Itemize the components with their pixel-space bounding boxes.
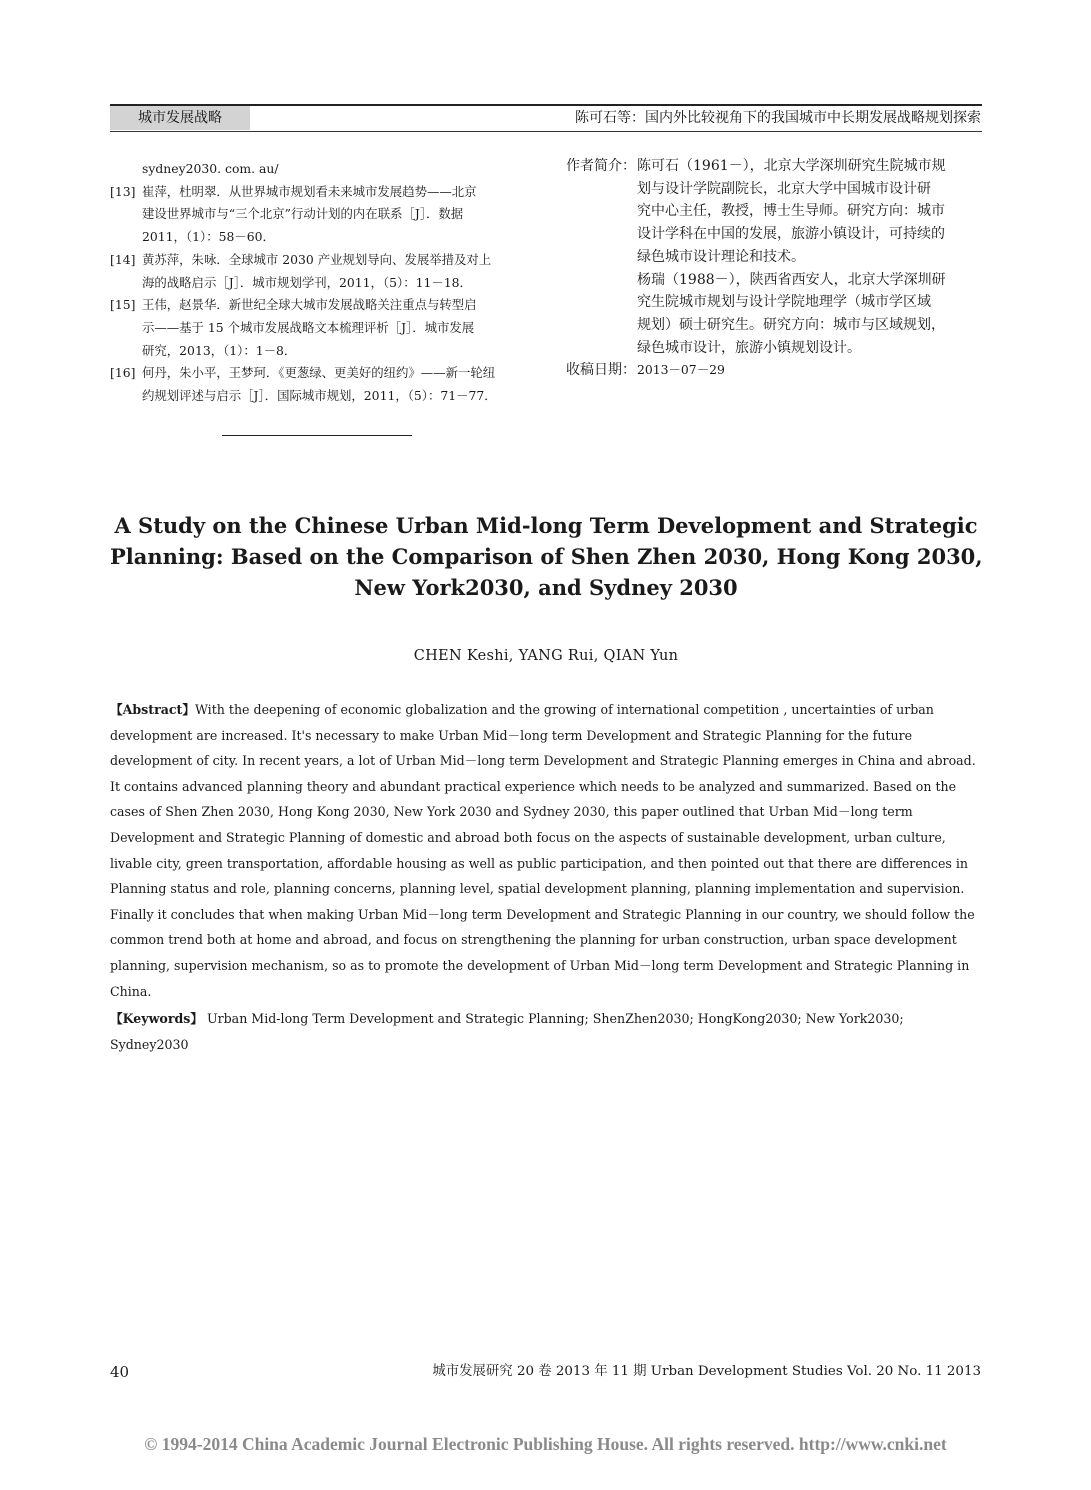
reference-text: 研究，2013，（1）：1－8． <box>142 342 297 358</box>
reference-text: 建设世界城市与“三个北京”行动计划的内在联系［J］．数据 <box>142 206 464 222</box>
abstract-line: Development and Strategic Planning of domestic and abroad both focus on the aspects of sustainable development, urban culture, <box>110 829 946 845</box>
running-title: 陈可石等：国内外比较视角下的我国城市中长期发展战略规划探索 <box>575 110 981 126</box>
keywords-label: 【Keywords】 <box>110 1011 203 1026</box>
english-authors: CHEN Keshi, YANG Rui, QIAN Yun <box>413 648 679 664</box>
title-line: Planning: Based on the Comparison of Shen Zhen 2030, Hong Kong 2030, <box>110 544 983 569</box>
journal-footer: 城市发展研究 20 卷 2013 年 11 期 Urban Development Studies Vol. 20 No. 11 2013 <box>432 1364 981 1379</box>
abstract-line: development are increased. It's necessary to make Urban Mid－long term Development and Strategic Planning for the future <box>110 727 913 743</box>
abstract-line: Planning status and role, planning concerns, planning level, spatial development planning, planning implementation and supervision. <box>110 881 965 897</box>
abstract-line: It contains advanced planning theory and abundant practical experience which needs to be analyzed and summarized. Based on the <box>110 778 957 794</box>
author-info-line: 划与设计学院副院长，北京大学中国城市设计研 <box>637 180 931 197</box>
reference-text: 王伟，赵景华．新世纪全球大城市发展战略关注重点与转型启 <box>142 297 477 313</box>
reference-item <box>110 181 528 249</box>
reference-item <box>110 249 528 294</box>
english-title <box>110 510 982 603</box>
author-info-line: 陈可石（1961－），北京大学深圳研究生院城市规 <box>637 158 946 174</box>
reference-text: 2011，（1）：58－60． <box>142 229 275 245</box>
received-label: 收稿日期： <box>566 362 636 379</box>
author-info-line: 究中心主任，教授，博士生导师。研究方向：城市 <box>637 203 945 220</box>
author-info-label: 作者简介： <box>566 158 636 174</box>
abstract <box>110 697 982 1004</box>
header-rule-bottom <box>110 131 982 132</box>
reference-number: [14] <box>110 251 136 267</box>
abstract-line: cases of Shen Zhen 2030, Hong Kong 2030, New York 2030 and Sydney 2030, this paper outlined that Urban Mid－long term <box>110 804 913 820</box>
author-info-line: 杨瑞（1988－），陕西省西安人，北京大学深圳研 <box>637 271 946 288</box>
reference-list <box>110 158 528 408</box>
reference-item <box>110 362 528 407</box>
abstract-line: With the deepening of economic globalization and the growing of international competition , uncertainties of urban <box>194 702 934 717</box>
keywords-line: Sydney2030 <box>110 1036 189 1052</box>
keywords-line: Urban Mid-long Term Development and Strategic Planning; ShenZhen2030; HongKong2030; New York2030; <box>206 1011 904 1026</box>
received-date: 2013－07－29 <box>637 362 725 378</box>
author-info-line: 设计学科在中国的发展，旅游小镇设计，可持续的 <box>637 226 945 243</box>
section-badge: 城市发展战略 <box>110 106 250 130</box>
title-line: A Study on the Chinese Urban Mid-long Term Development and Strategic <box>114 513 978 538</box>
page-number: 40 <box>110 1363 130 1381</box>
reference-number: [15] <box>110 297 136 313</box>
author-info <box>566 155 986 382</box>
author-info-line: 绿色城市设计理论和技术。 <box>637 248 805 265</box>
abstract-label: 【Abstract】 <box>110 702 195 717</box>
reference-number: [16] <box>110 365 136 381</box>
abstract-line: livable city, green transportation, affordable housing as well as public participation, and then pointed out that there are differences in <box>110 855 969 871</box>
keywords <box>110 1006 982 1057</box>
reference-continued-line: sydney2030. com. au/ <box>142 161 279 176</box>
reference-number: [13] <box>110 183 136 199</box>
abstract-line: China. <box>110 983 152 999</box>
reference-text: 崔萍，杜明翠．从世界城市规划看未来城市发展趋势——北京 <box>142 183 477 199</box>
abstract-line: common trend both at home and abroad, and focus on strengthening the planning for urban construction, urban space development <box>110 932 957 948</box>
reference-item <box>110 294 528 362</box>
reference-text: 何丹，朱小平，王梦珂．《更葱绿、更美好的纽约》——新一轮纽 <box>142 365 496 381</box>
title-line: New York2030, and Sydney 2030 <box>354 575 738 600</box>
abstract-line: development of city. In recent years, a lot of Urban Mid－long term Development and Strategic Planning emerges in China and abroad. <box>110 753 976 769</box>
reference-text: 示——基于 15 个城市发展战略文本梳理评析［J］．城市发展 <box>142 319 475 335</box>
author-info-line: 绿色城市设计，旅游小镇规划设计。 <box>637 339 861 356</box>
reference-text: 海的战略启示［J］．城市规划学刊，2011，（5）：11－18． <box>142 274 472 290</box>
author-info-line: 究生院城市规划与设计学院地理学（城市学区域 <box>637 294 931 311</box>
author-info-line: 规划）硕士研究生。研究方向：城市与区域规划， <box>637 316 945 333</box>
copyright-notice: © 1994-2014 China Academic Journal Electronic Publishing House. All rights reserved. http://www.cnki.net <box>144 1434 947 1454</box>
reference-text: 约规划评述与启示［J］．国际城市规划，2011，（5）：71－77． <box>142 388 497 404</box>
abstract-line: planning, supervision mechanism, so as to promote the development of Urban Mid－long term Development and Strategic Planning in <box>110 957 970 973</box>
references-end-rule <box>222 435 412 436</box>
abstract-line: Finally it concludes that when making Urban Mid－long term Development and Strategic Planning in our country, we should follow the <box>110 906 975 922</box>
reference-text: 黄苏萍，朱咏．全球城市 2030 产业规划导向、发展举措及对上 <box>142 251 492 267</box>
